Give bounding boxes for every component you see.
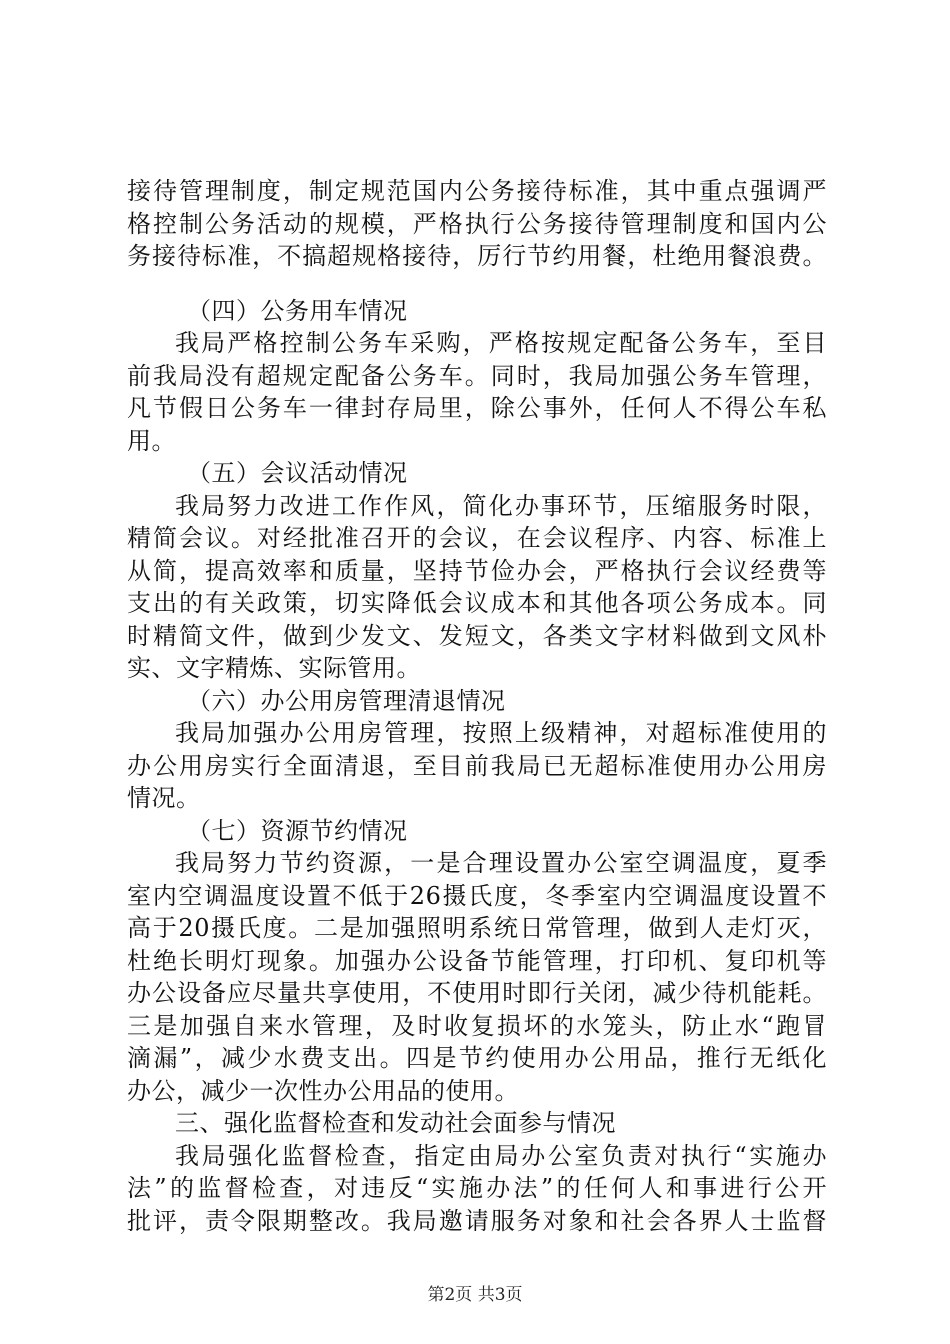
- text-line: 我局严格控制公务车采购，严格按规定配备公务车，至目: [175, 329, 827, 357]
- text-line: 办公，减少一次性办公用品的使用。: [127, 1076, 519, 1105]
- text-line: 办公用房实行全面清退，至目前我局已无超标准使用办公用房: [127, 751, 827, 780]
- text-line: 滴漏”，减少水费支出。四是节约使用办公用品，推行无纸化: [127, 1044, 827, 1072]
- section-heading-three: 三、强化监督检查和发动社会面参与情况: [175, 1109, 616, 1137]
- text-line: 前我局没有超规定配备公务车。同时，我局加强公务车管理，: [127, 361, 827, 390]
- section-heading-6: （六）办公用房管理清退情况: [187, 686, 506, 715]
- text-line: 批评，责令限期整改。我局邀请服务对象和社会各界人士监督: [127, 1206, 827, 1235]
- text-line: 我局努力节约资源，一是合理设置办公室空调温度，夏季: [175, 849, 827, 877]
- paragraph-gap: [127, 273, 827, 295]
- text-line: 从简，提高效率和质量，坚持节俭办会，严格执行会议经费等: [127, 556, 827, 585]
- page-number-footer: 第2页 共3页: [427, 1285, 523, 1305]
- text-line: 办公设备应尽量共享使用，不使用时即行关闭，减少待机能耗。: [127, 979, 827, 1007]
- text-line: 务接待标准，不搞超规格接待，厉行节约用餐，杜绝用餐浪费。: [127, 242, 827, 270]
- text-line: 室内空调温度设置不低于26摄氏度，冬季室内空调温度设置不: [127, 881, 827, 910]
- text-line: 接待管理制度，制定规范国内公务接待标准，其中重点强调严: [127, 177, 827, 205]
- text-line: 用。: [127, 426, 176, 455]
- text-line: 支出的有关政策，切实降低会议成本和其他各项公务成本。同: [127, 589, 827, 617]
- text-line: 凡节假日公务车一律封存局里，除公事外，任何人不得公车私: [127, 394, 827, 422]
- section-heading-5: （五）会议活动情况: [187, 459, 408, 487]
- text-line: 法”的监督检查，对违反“实施办法”的任何人和事进行公开: [127, 1174, 827, 1202]
- section-heading-4: （四）公务用车情况: [187, 296, 408, 325]
- text-line: 时精简文件，做到少发文、发短文，各类文字材料做到文风朴: [127, 621, 827, 650]
- text-line: 高于20摄氏度。二是加强照明系统日常管理，做到人走灯灭，: [127, 914, 827, 942]
- text-line: 我局强化监督检查，指定由局办公室负责对执行“实施办: [175, 1141, 827, 1170]
- text-line: 情况。: [127, 784, 201, 812]
- text-line: 我局努力改进工作作风，简化办事环节，压缩服务时限，: [175, 491, 827, 520]
- text-line: 我局加强办公用房管理，按照上级精神，对超标准使用的: [175, 719, 827, 747]
- text-line: 格控制公务活动的规模，严格执行公务接待管理制度和国内公: [127, 209, 827, 238]
- text-line: 精简会议。对经批准召开的会议，在会议程序、内容、标准上: [127, 524, 827, 552]
- section-heading-7: （七）资源节约情况: [187, 816, 408, 845]
- text-line: 杜绝长明灯现象。加强办公设备节能管理，打印机、复印机等: [127, 946, 827, 975]
- text-line: 三是加强自来水管理，及时收复损坏的水笼头，防止水“跑冒: [127, 1011, 827, 1040]
- document-body: [127, 175, 827, 1237]
- text-line: 实、文字精炼、实际管用。: [127, 654, 421, 682]
